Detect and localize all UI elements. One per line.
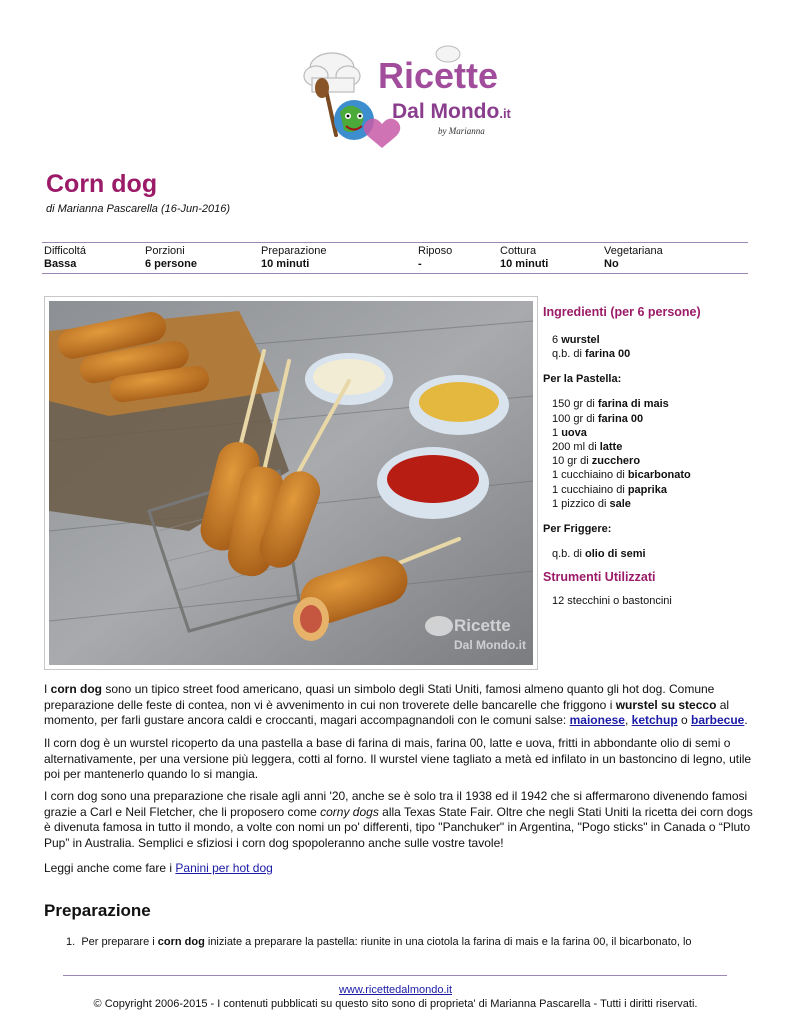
- ingredient-item: 100 gr di farina 00: [552, 412, 644, 425]
- tools-heading: Strumenti Utilizzati: [543, 570, 656, 585]
- meta-label: Vegetariana: [604, 245, 663, 257]
- ingredient-item: 6 wurstel: [552, 334, 600, 346]
- ingredients-panel: [543, 305, 753, 608]
- intro-paragraph: I corn dog sono un tipico street food americano, quasi un simbolo degli Stati Uniti, famosi almeno quanto gli hot dog. Comune preparazione delle feste di contea, non vi è avvenimento in cui non troverete delle bancarelle che friggono i wurstel su stecco al momento, per farli gustare ancora caldi e croccanti, magari accompagnandoli con le comuni salse: maionese, ketchup o barbecue.: [44, 682, 748, 728]
- svg-text:by Marianna: by Marianna: [438, 126, 485, 136]
- ingredient-item: q.b. di olio di semi: [552, 548, 646, 561]
- recipe-photo: [44, 296, 538, 670]
- recipe-title: Corn dog: [46, 170, 158, 198]
- meta-value: 10 minuti: [261, 258, 310, 270]
- meta-preparazione: [261, 245, 326, 270]
- footer-copyright: © Copyright 2006-2015 - I contenuti pubblicati su questo sito sono di proprieta' di Marianna Pascarella - Tutti i diritti riservati.: [93, 998, 698, 1010]
- svg-text:Dal Mondo.it: Dal Mondo.it: [454, 638, 526, 652]
- meta-label: Preparazione: [261, 245, 327, 257]
- footer-site-link: [0, 984, 791, 996]
- meta-value: -: [418, 258, 422, 270]
- ingredient-item: 150 gr di farina di mais: [552, 398, 669, 411]
- history-paragraph: I corn dog sono una preparazione che risale agli anni '20, anche se è solo tra il 1938 ed il 1942 che si affermarono divenendo famosi grazie a Carl e Neil Fletcher, che li proposero come corny dogs alla Texas State Fair. Oltre che negli Stati Uniti la ricetta dei corn dogs è divenuta famosa in tutto il mondo, a volte con nomi un po' differenti, tipo "Panchuker" in Argentina, "Pogo sticks" in Canada o “Pluto Pup” in Australia. Semplici e sfiziosi i corn dog spopoleranno anche sulle vostre tavole!: [44, 789, 753, 850]
- meta-label: Riposo: [418, 245, 453, 257]
- corn-dog-photo-illustration: [49, 301, 533, 665]
- ingredient-item: 200 ml di latte: [552, 441, 623, 454]
- meta-value: Bassa: [44, 258, 77, 270]
- ingredient-item: 10 gr di zucchero: [552, 455, 641, 468]
- link-panini-hot-dog[interactable]: Panini per hot dog: [175, 861, 273, 875]
- ingredient-item: 1 cucchiaino di paprika: [552, 483, 667, 496]
- site-logo: [296, 40, 511, 155]
- meta-label: Cottura: [500, 245, 537, 257]
- site-url-link[interactable]: www.ricettedalmondo.it: [338, 984, 453, 996]
- ingredient-item: 1 pizzico di sale: [552, 497, 631, 510]
- chef-logo-icon: [296, 40, 511, 155]
- link-ketchup[interactable]: ketchup: [631, 713, 678, 728]
- group-heading-pastella: Per la Pastella:: [543, 373, 622, 386]
- meta-difficolta: [44, 245, 86, 270]
- tool-item: 12 stecchini o bastoncini: [552, 595, 672, 608]
- description-paragraph: Il corn dog è un wurstel ricoperto da una pastella a base di farina di mais, farina 00, latte e uova, fritti in abbondante olio di semi o alternativamente, per una versione più leggera, cotti al forno. Il wurstel viene tagliato a metà ed infilato in un bastoncino di legno, utile poi per mantenerlo quando lo si mangia.: [44, 736, 752, 782]
- meta-label: Porzioni: [145, 245, 185, 257]
- recipe-meta-table: [42, 242, 748, 274]
- link-barbecue[interactable]: barbecue: [691, 713, 745, 728]
- ingredients-heading: Ingredienti (per 6 persone): [543, 305, 701, 319]
- meta-riposo: [418, 245, 452, 270]
- svg-text:Dal Mondo.it: Dal Mondo.it: [392, 100, 511, 123]
- meta-value: 6 persone: [145, 258, 197, 270]
- meta-value: 10 minuti: [500, 258, 549, 270]
- author-byline: di Marianna Pascarella (16-Jun-2016): [46, 203, 231, 215]
- svg-text:Ricette: Ricette: [378, 55, 499, 96]
- preparazione-heading: Preparazione: [44, 901, 151, 920]
- footer-divider: [63, 975, 727, 976]
- link-maionese[interactable]: maionese: [569, 713, 625, 728]
- step-item: 1. Per preparare i corn dog iniziate a preparare la pastella: riunite in una ciotola la farina di mais e la farina 00, il bicarbonato, lo: [66, 936, 692, 948]
- svg-text:Ricette: Ricette: [454, 616, 511, 635]
- meta-cottura: [500, 245, 548, 270]
- meta-value: No: [604, 258, 619, 270]
- meta-label: Difficoltá: [44, 245, 86, 257]
- meta-porzioni: [145, 245, 197, 270]
- group-heading-friggere: Per Friggere:: [543, 523, 612, 536]
- meta-vegetariana: [604, 245, 663, 270]
- ingredient-item: q.b. di farina 00: [552, 348, 631, 361]
- ingredient-item: 1 uova: [552, 426, 587, 439]
- ingredient-item: 1 cucchiaino di bicarbonato: [552, 469, 691, 482]
- related-paragraph: Leggi anche come fare i Panini per hot dog: [44, 861, 273, 875]
